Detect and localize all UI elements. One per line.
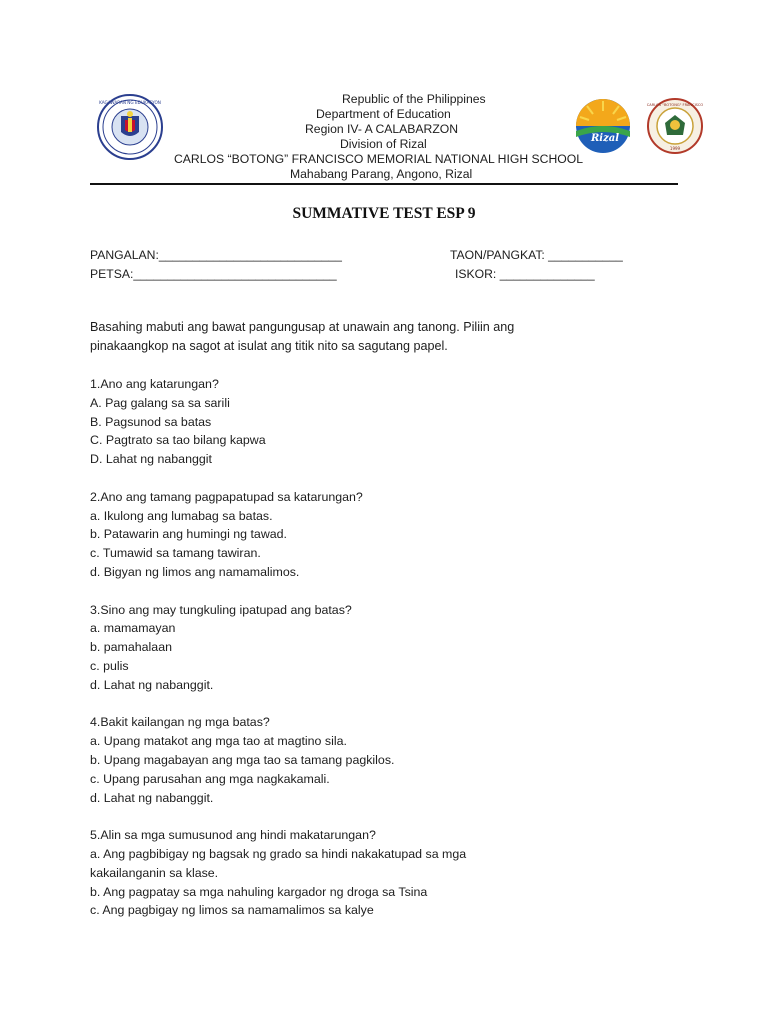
rizal-logo-text: Rizal	[590, 133, 620, 144]
question-text: 5.Alin sa mga sumusunod ang hindi makatarungan?	[90, 828, 376, 843]
answer-choice: a. Ang pagbibigay ng bagsak ng grado sa hindi nakakatupad sa mga	[90, 846, 467, 861]
answer-choice: a. Upang matakot ang mga tao at magtino sila.	[90, 734, 347, 749]
deped-seal-text: KAGAWARAN NG EDUKASYON	[99, 100, 161, 105]
question-text: 2.Ano ang tamang pagpapatupad sa katarungan?	[90, 489, 363, 504]
question-list	[90, 375, 690, 939]
answer-choice: b. Ang pagpatay sa mga nahuling kargador ng droga sa Tsina	[90, 884, 428, 899]
instructions-line: Basahing mabuti ang bawat pangungusap at unawain ang tanong. Piliin ang	[90, 320, 515, 334]
year-section-field: TAON/PANGKAT: ___________	[450, 248, 623, 262]
answer-choice: c. Ang pagbigay ng limos sa namamalimos sa kalye	[90, 903, 374, 918]
answer-choice: D. Lahat ng nabanggit	[90, 452, 212, 467]
answer-choice: b. Upang magabayan ang mga tao sa tamang pagkilos.	[90, 752, 395, 767]
rizal-province-logo-icon	[572, 97, 634, 155]
answer-choice: A. Pag galang sa sa sarili	[90, 395, 230, 410]
question-item	[90, 826, 690, 920]
letterhead-line-region: Region IV- A CALABARZON	[305, 122, 459, 136]
letterhead-line-address: Mahabang Parang, Angono, Rizal	[290, 167, 473, 181]
letterhead-line-republic: Republic of the Philippines	[342, 92, 486, 106]
letterhead-line-department: Department of Education	[316, 107, 451, 121]
date-field: PETSA:______________________________	[90, 267, 337, 281]
answer-choice: kakailanganin sa klase.	[90, 865, 219, 880]
instructions	[90, 318, 610, 356]
answer-choice: B. Pagsunod sa batas	[90, 414, 212, 429]
question-text: 3.Sino ang may tungkuling ipatupad ang batas?	[90, 602, 352, 617]
letterhead-line-school: CARLOS “BOTONG” FRANCISCO MEMORIAL NATIONAL HIGH SCHOOL	[174, 152, 584, 166]
answer-choice: a. mamamayan	[90, 621, 176, 636]
question-text: 1.Ano ang katarungan?	[90, 377, 219, 391]
answer-choice: b. pamahalaan	[90, 640, 172, 655]
deped-seal-icon	[97, 94, 163, 160]
answer-choice: d. Lahat ng nabanggit.	[90, 677, 214, 692]
answer-choice: c. Tumawid sa tamang tawiran.	[90, 546, 261, 561]
letterhead-line-division: Division of Rizal	[340, 137, 427, 151]
name-field: PANGALAN:___________________________	[90, 248, 342, 262]
school-seal-year: 1999	[669, 146, 681, 151]
school-seal-icon	[645, 97, 705, 155]
test-title: SUMMATIVE TEST ESP 9	[292, 205, 476, 222]
score-field: ISKOR: ______________	[455, 267, 595, 281]
answer-choice: a. Ikulong ang lumabag sa batas.	[90, 508, 273, 523]
question-item	[90, 488, 690, 582]
answer-choice: c. pulis	[90, 658, 129, 673]
answer-choice: d. Lahat ng nabanggit.	[90, 790, 214, 805]
header-divider	[90, 183, 678, 185]
question-item	[90, 713, 690, 807]
answer-choice: d. Bigyan ng limos ang namamalimos.	[90, 564, 300, 579]
answer-choice: c. Upang parusahan ang mga nagkakamali.	[90, 771, 330, 786]
school-seal-text: CARLOS "BOTONG" FRANCISCO	[646, 103, 704, 107]
question-item	[90, 601, 690, 695]
question-text: 4.Bakit kailangan ng mga batas?	[90, 715, 270, 730]
answer-choice: C. Pagtrato sa tao bilang kapwa	[90, 433, 266, 448]
instructions-line: pinakaangkop na sagot at isulat ang titik nito sa sagutang papel.	[90, 339, 448, 353]
answer-choice: b. Patawarin ang humingi ng tawad.	[90, 527, 287, 542]
question-item	[90, 375, 690, 469]
